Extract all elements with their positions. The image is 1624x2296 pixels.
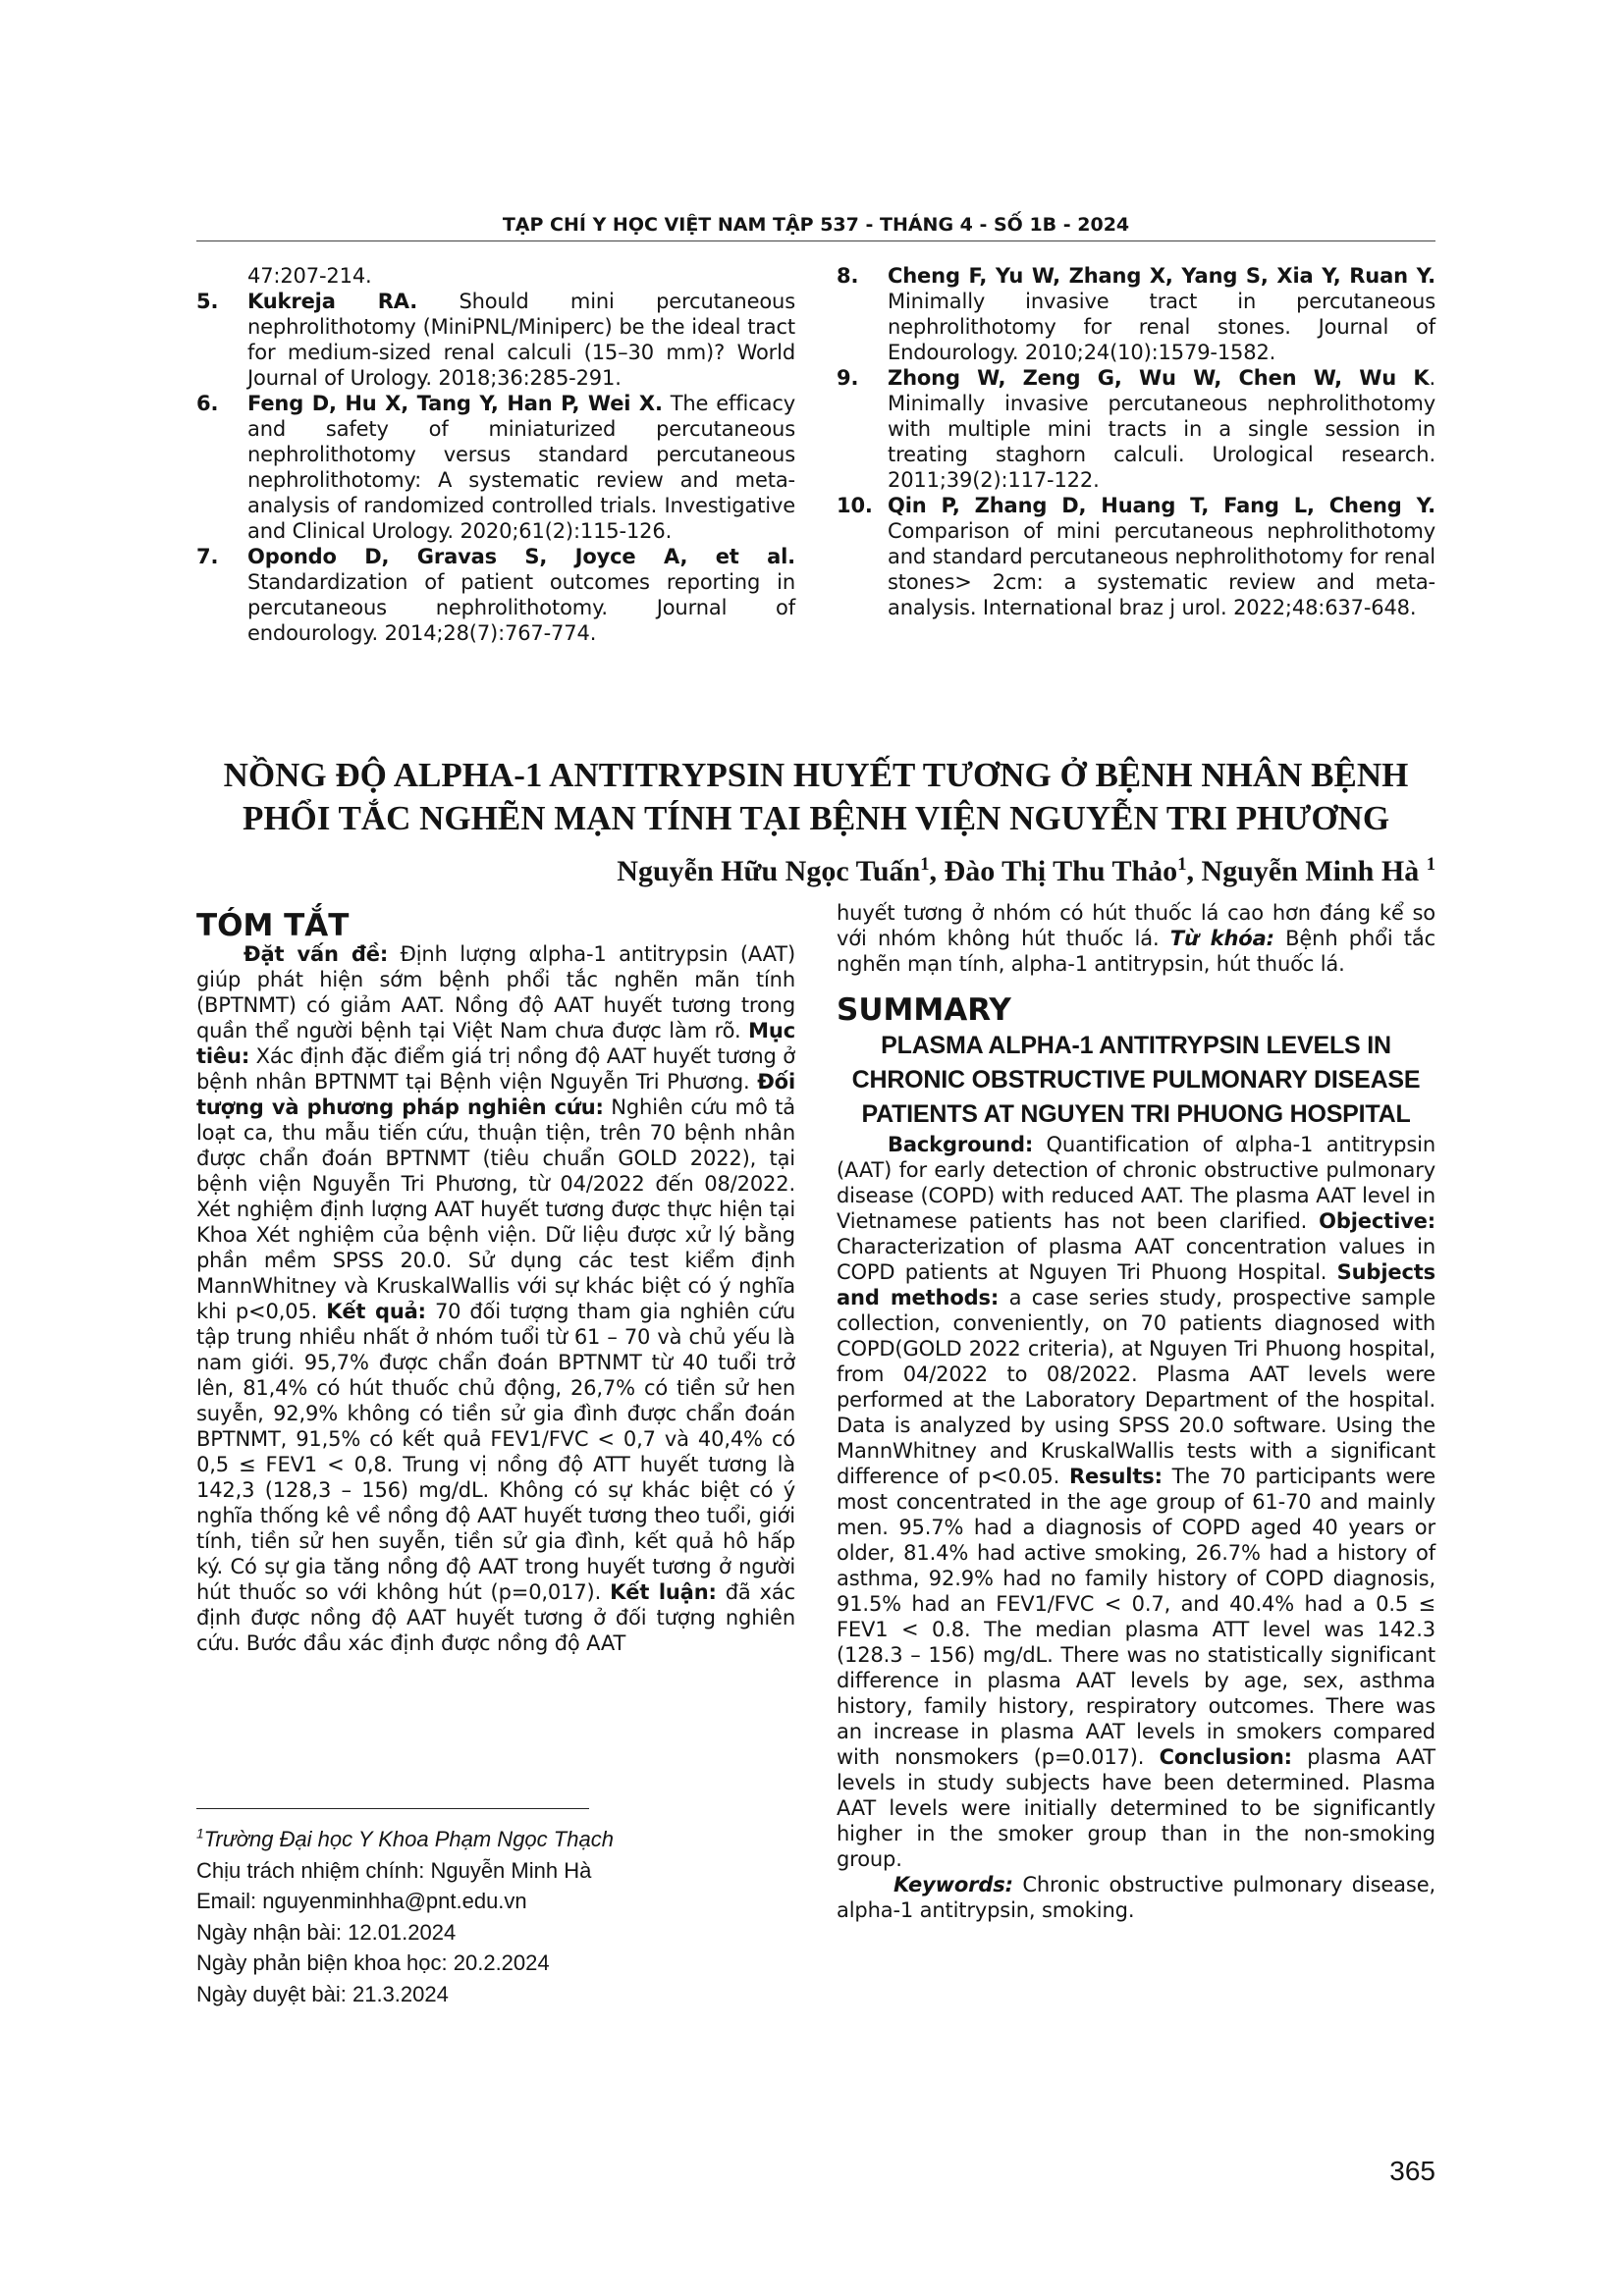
abstract-section-text: plasma AAT levels in study subjects have been determined. Plasma AAT levels were initially determined to be significantly higher in the smoker group than in the non-smoking group. bbox=[837, 1745, 1435, 1871]
reference-text: . Minimally invasive percutaneous nephrolithotomy with multiple mini tracts in a single session in treating staghorn calculi. Urological research. 2011;39(2):117-122. bbox=[888, 366, 1435, 492]
page-number: 365 bbox=[1389, 2156, 1435, 2186]
summary-heading: SUMMARY bbox=[837, 992, 1011, 1028]
abstract-section-label: Kết quả: bbox=[326, 1300, 426, 1323]
reference-item bbox=[837, 263, 1435, 365]
reference-text: The efficacy and safety of miniaturized percutaneous nephrolithotomy versus standard percutaneous nephrolithotomy: A systematic review and meta-analysis of randomized controlled trials. Investigative and Clinical Urology. 2020;61(2):115-126. bbox=[247, 392, 795, 543]
reference-authors: Kukreja RA. bbox=[247, 290, 418, 313]
english-title: PLASMA ALPHA-1 ANTITRYPSIN LEVELS IN CHRONIC OBSTRUCTIVE PULMONARY DISEASE PATIENTS AT NGUYEN TRI PHUONG HOSPITAL bbox=[851, 1032, 1421, 1128]
abstract-vi-continuation bbox=[837, 900, 1435, 977]
keywords-vi-label: Từ khóa: bbox=[1169, 927, 1274, 950]
affiliation-marker: 1 bbox=[196, 1826, 204, 1842]
abstract-vi-heading: TÓM TẮT bbox=[196, 908, 350, 943]
reference-text: Comparison of mini percutaneous nephrolithotomy and standard percutaneous nephrolithotomy for renal stones> 2cm: a systematic review and meta-analysis. International braz j urol. 2022;48:637-648. bbox=[888, 519, 1435, 619]
article-title-line: NỒNG ĐỘ ALPHA-1 ANTITRYPSIN HUYẾT TƯƠNG Ở BỆNH NHÂN BỆNH bbox=[223, 756, 1409, 794]
reference-authors: Cheng F, Yu W, Zhang X, Yang S, Xia Y, Ruan Y. bbox=[888, 264, 1435, 288]
abstract-section-text: The 70 participants were most concentrated in the age group of 61-70 and mainly men. 95.7% had a diagnosis of COPD aged 40 years or older, 81.4% had active smoking, 26.7% had a history of asthma, 92.9% had no family history of COPD diagnosis, 91.5% had an FEV1/FVC < 0.7, and 40.4% had a 0.5 ≤ FEV1 < 0.8. The median plasma ATT level was 142.3 (128.3 – 156) mg/dL. There was no statistically significant difference in plasma AAT levels by age, sex, asthma history, family history, respiratory outcomes. There was an increase in plasma AAT levels in smokers compared with nonsmokers (p=0.017). bbox=[837, 1465, 1435, 1769]
affiliation-footnote bbox=[196, 1824, 795, 1855]
date-accepted: Ngày duyệt bài: 21.3.2024 bbox=[196, 1981, 449, 2006]
reference-authors: Zhong W, Zeng G, Wu W, Chen W, Wu K bbox=[888, 366, 1430, 390]
abstract-section-label: Conclusion: bbox=[1159, 1745, 1292, 1769]
right-column bbox=[837, 900, 1435, 1923]
author-list bbox=[196, 854, 1435, 889]
header-divider bbox=[196, 240, 1435, 241]
author-separator: , bbox=[929, 855, 945, 887]
abstract-section-label: Objective: bbox=[1319, 1209, 1435, 1233]
conclusion-continuation-text: huyết tương ở nhóm có hút thuốc lá cao hơn đáng kể so với nhóm không hút thuốc lá. bbox=[837, 901, 1435, 950]
reference-authors: Feng D, Hu X, Tang Y, Han P, Wei X. bbox=[247, 392, 663, 415]
article-title bbox=[196, 754, 1435, 840]
abstract-section-text: Characterization of plasma AAT concentration values in COPD patients at Nguyen Tri Phuong Hospital. bbox=[837, 1235, 1435, 1284]
running-header: TẠP CHÍ Y HỌC VIỆT NAM TẬP 537 - THÁNG 4 - SỐ 1B - 2024 bbox=[502, 214, 1130, 236]
reference-number: 6. bbox=[196, 392, 219, 415]
reference-number: 8. bbox=[837, 264, 859, 288]
abstract-section-label: Đối tượng và phương pháp nghiên cứu: bbox=[196, 1070, 795, 1119]
reference-text: Minimally invasive tract in percutaneous nephrolithotomy for renal stones. Journal of Endourology. 2010;24(10):1579-1582. bbox=[888, 290, 1435, 364]
abstract-section-text: đã xác định được nồng độ AAT huyết tương ở đối tượng nghiên cứu. Bước đầu xác định được nồng độ AAT bbox=[196, 1580, 795, 1655]
abstract-vi-paragraph bbox=[196, 941, 795, 1656]
reference-number: 5. bbox=[196, 290, 219, 313]
keywords-vi-text: Bệnh phổi tắc nghẽn mạn tính, alpha-1 antitrypsin, hút thuốc lá. bbox=[837, 927, 1435, 976]
reference-number: 10. bbox=[837, 494, 873, 517]
reference-item bbox=[196, 391, 795, 544]
footnotes bbox=[196, 1824, 795, 2009]
reference-item bbox=[837, 493, 1435, 620]
keywords-en-label: Keywords: bbox=[893, 1873, 1013, 1896]
article-title-line: PHỔI TẮC NGHẼN MẠN TÍNH TẠI BỆNH VIỆN NGUYỄN TRI PHƯƠNG bbox=[242, 799, 1390, 837]
reference-continuation: 47:207-214. bbox=[247, 264, 372, 288]
abstract-section-label: Background: bbox=[888, 1133, 1034, 1156]
reference-item bbox=[196, 544, 795, 646]
abstract-section-text: a case series study, prospective sample collection, conveniently, on 70 patients diagnosed with COPD(GOLD 2022 criteria), at Nguyen Tri Phuong hospital, from 04/2022 to 08/2022. Plasma AAT levels were performed at the Laboratory Department of the hospital. Data is analyzed by using SPSS 20.0 software. Using the MannWhitney and KruskalWallis tests with a significant difference of p<0.05. bbox=[837, 1286, 1435, 1488]
abstract-section-text: Quantification of αlpha-1 antitrypsin (AAT) for early detection of chronic obstructive pulmonary disease (COPD) with reduced AAT. The plasma AAT level in Vietnamese patients has not been clarified. bbox=[837, 1133, 1435, 1233]
reference-authors: Opondo D, Gravas S, Joyce A, et al. bbox=[247, 545, 795, 568]
corresponding-author: Chịu trách nhiệm chính: Nguyễn Minh Hà bbox=[196, 1857, 592, 1883]
footnote-divider bbox=[196, 1808, 589, 1809]
date-reviewed: Ngày phản biện khoa học: 20.2.2024 bbox=[196, 1950, 550, 1975]
abstract-vi bbox=[196, 941, 795, 1656]
reference-authors: Qin P, Zhang D, Huang T, Fang L, Cheng Y. bbox=[888, 494, 1435, 517]
reference-number: 7. bbox=[196, 545, 219, 568]
keywords-en-text: Chronic obstructive pulmonary disease, alpha-1 antitrypsin, smoking. bbox=[837, 1873, 1435, 1922]
reference-text: Should mini percutaneous nephrolithotomy (MiniPNL/Miniperc) be the ideal tract for medium-sized renal calculi (15–30 mm)? World Journal of Urology. 2018;36:285-291. bbox=[247, 290, 795, 390]
abstract-section-label: Mục tiêu: bbox=[196, 1019, 795, 1068]
abstract-section-label: Kết luận: bbox=[610, 1580, 717, 1604]
author-affiliation-marker: 1 bbox=[920, 854, 930, 875]
abstract-section-text: Xác định đặc điểm giá trị nồng độ AAT huyết tương ở bệnh nhân BPTNMT tại Bệnh viện Nguyễn Tri Phương. bbox=[196, 1044, 795, 1094]
abstract-section-label: Đặt vấn đề: bbox=[244, 942, 389, 966]
affiliation-name: Trường Đại học Y Khoa Phạm Ngọc Thạch bbox=[203, 1827, 614, 1851]
reference-number: 9. bbox=[837, 366, 859, 390]
author-name: Nguyễn Hữu Ngọc Tuấn bbox=[617, 855, 921, 887]
abstract-en-paragraph bbox=[837, 1132, 1435, 1872]
abstract-section-text: Nghiên cứu mô tả loạt ca, thu mẫu tiến cứu, thuận tiện, trên 70 bệnh nhân được chẩn đoán BPTNMT (tiêu chuẩn GOLD 2022), tại bệnh viện Nguyễn Tri Phương, từ 04/2022 đến 08/2022. Xét nghiệm định lượng AAT huyết tương được thực hiện tại Khoa Xét nghiệm của bệnh viện. Dữ liệu được xử lý bằng phần mềm SPSS 20.0. Sử dụng các test kiểm định MannWhitney và KruskalWallis với sự khác biệt có ý nghĩa khi p<0,05. bbox=[196, 1095, 795, 1323]
contact-email: Email: nguyenminhha@pnt.edu.vn bbox=[196, 1889, 527, 1913]
author-name: Nguyễn Minh Hà bbox=[1201, 855, 1427, 887]
date-received: Ngày nhận bài: 12.01.2024 bbox=[196, 1919, 457, 1945]
reference-item bbox=[196, 289, 795, 391]
author-name: Đào Thị Thu Thảo bbox=[944, 855, 1178, 887]
references-right-column bbox=[837, 263, 1435, 620]
keywords-en bbox=[837, 1872, 1435, 1923]
abstract-section-label: Subjects and methods: bbox=[837, 1260, 1435, 1309]
reference-item bbox=[837, 365, 1435, 493]
abstract-section-text: 70 đối tượng tham gia nghiên cứu tập trung nhiều nhất ở nhóm tuổi từ 61 – 70 và chủ yếu là nam giới. 95,7% được chẩn đoán BPTNMT từ 40 tuổi trở lên, 81,4% có hút thuốc chủ động, 26,7% có tiền sử hen suyễn, 92,9% không có tiền sử gia đình được chẩn đoán BPTNMT, 91,5% có kết quả FEV1/FVC < 0,7 và 40,4% có 0,5 ≤ FEV1 < 0,8. Trung vị nồng độ ATT huyết tương là 142,3 (128,3 – 156) mg/dL. Không có sự khác biệt có ý nghĩa thống kê về nồng độ AAT huyết tương theo tuổi, giới tính, tiền sử hen suyễn, tiền sử gia đình, kết quả hô hấp ký. Có sự gia tăng nồng độ AAT trong huyết tương ở người hút thuốc so với không hút (p=0,017). bbox=[196, 1300, 796, 1604]
reference-text: Standardization of patient outcomes reporting in percutaneous nephrolithotomy. Journal of endourology. 2014;28(7):767-774. bbox=[247, 570, 795, 645]
author-separator: , bbox=[1186, 855, 1202, 887]
author-affiliation-marker: 1 bbox=[1177, 854, 1187, 875]
abstract-section-text: Định lượng αlpha-1 antitrypsin (AAT) giúp phát hiện sớm bệnh phổi tắc nghẽn mãn tính (BPTNMT) có giảm AAT. Nồng độ AAT huyết tương trong quần thể người bệnh tại Việt Nam chưa được làm rõ. bbox=[196, 942, 795, 1042]
abstract-section-label: Results: bbox=[1069, 1465, 1163, 1488]
author-affiliation-marker: 1 bbox=[1426, 854, 1435, 875]
references-left-column bbox=[196, 263, 795, 646]
